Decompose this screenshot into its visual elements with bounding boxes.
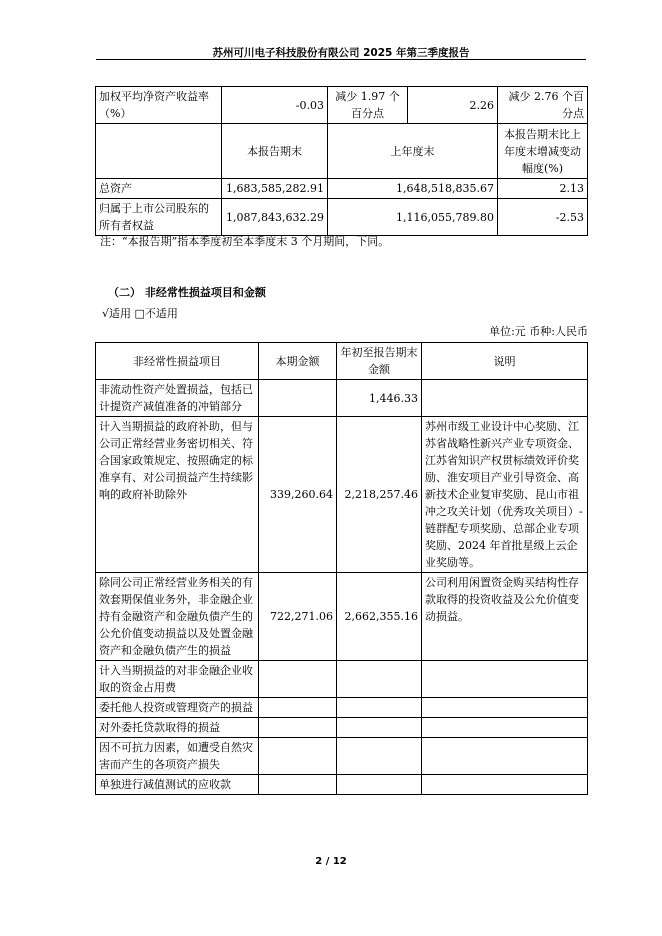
desc-cell xyxy=(422,775,588,795)
table-row xyxy=(96,417,588,573)
current-cell xyxy=(259,738,337,775)
header-change-pct: 本报告期末比上年度末增减变动幅度(%) xyxy=(498,124,588,179)
table-row xyxy=(96,775,588,795)
table-row xyxy=(96,718,588,738)
total-assets-current: 1,683,585,282.91 xyxy=(222,179,328,199)
page-number: 2 / 12 xyxy=(315,856,347,867)
header-item: 非经常性损益项目 xyxy=(96,343,259,380)
applicable-checkbox-line: √适用 □不适用 xyxy=(102,307,178,320)
current-cell xyxy=(259,698,337,718)
roe-current-change: 减少 1.97 个百分点 xyxy=(328,87,408,124)
header-current-period-end: 本报告期末 xyxy=(222,124,328,179)
table-row xyxy=(96,380,588,417)
current-cell xyxy=(259,661,337,698)
roe-current: -0.03 xyxy=(222,87,328,124)
header-description: 说明 xyxy=(422,343,588,380)
desc-cell: 苏州市级工业设计中心奖励、江苏省战略性新兴产业专项资金、江苏省知识产权贯标绩效评价奖励、淮安项目产业引导资金、高新技术企业复审奖励、昆山市祖冲之攻关计划（优秀攻关项目）-链群配专项奖励、总部企业专项奖励、2024 年首批星级上云企业奖励等。 xyxy=(422,417,588,573)
roe-ytd-change: 减少 2.76 个百分点 xyxy=(498,87,588,124)
roe-ytd: 2.26 xyxy=(408,87,498,124)
ytd-cell xyxy=(337,775,422,795)
desc-cell xyxy=(422,738,588,775)
equity-label: 归属于上市公司股东的所有者权益 xyxy=(96,199,222,236)
item-cell: 单独进行减值测试的应收款 xyxy=(96,775,259,795)
ytd-cell: 1,446.33 xyxy=(337,380,422,417)
item-cell: 因不可抗力因素，如遭受自然灾害而产生的各项资产损失 xyxy=(96,738,259,775)
total-assets-change: 2.13 xyxy=(498,179,588,199)
desc-cell xyxy=(422,698,588,718)
ytd-cell xyxy=(337,718,422,738)
roe-label: 加权平均净资产收益率（%） xyxy=(96,87,222,124)
non-recurring-items-table xyxy=(95,342,588,795)
table-row xyxy=(96,87,588,124)
table-header-row xyxy=(96,124,588,179)
header-blank xyxy=(96,124,222,179)
total-assets-prior: 1,648,518,835.67 xyxy=(328,179,498,199)
page-header-title: 苏州可川电子科技股份有限公司 2025 年第三季度报告 xyxy=(212,47,470,59)
item-cell: 计入当期损益的对非金融企业收取的资金占用费 xyxy=(96,661,259,698)
ytd-cell xyxy=(337,738,422,775)
item-cell: 计入当期损益的政府补助，但与公司正常经营业务密切相关、符合国家政策规定、按照确定的标准享有、对公司损益产生持续影响的政府补助除外 xyxy=(96,417,259,573)
key-financial-table xyxy=(95,86,588,236)
header-ytd-amount: 年初至报告期末金额 xyxy=(337,343,422,380)
table-note: 注：“本报告期”指本季度初至本季度末 3 个月期间，下同。 xyxy=(100,235,390,248)
header-divider xyxy=(96,59,586,60)
current-cell xyxy=(259,775,337,795)
item-cell: 非流动性资产处置损益，包括已计提资产减值准备的冲销部分 xyxy=(96,380,259,417)
equity-current: 1,087,843,632.29 xyxy=(222,199,328,236)
ytd-cell xyxy=(337,698,422,718)
section-title: （二） 非经常性损益项目和金额 xyxy=(108,286,266,299)
item-cell: 除同公司正常经营业务相关的有效套期保值业务外，非金融企业持有金融资产和金融负债产生的公允价值变动损益以及处置金融资产和金融负债产生的损益 xyxy=(96,573,259,661)
desc-cell xyxy=(422,718,588,738)
total-assets-label: 总资产 xyxy=(96,179,222,199)
equity-change: -2.53 xyxy=(498,199,588,236)
table-row xyxy=(96,698,588,718)
table-row xyxy=(96,179,588,199)
ytd-cell xyxy=(337,661,422,698)
unit-currency-label: 单位:元 币种:人民币 xyxy=(489,325,588,338)
table-row xyxy=(96,661,588,698)
current-cell: 722,271.06 xyxy=(259,573,337,661)
table-row xyxy=(96,199,588,236)
current-cell xyxy=(259,380,337,417)
current-cell xyxy=(259,718,337,738)
header-prior-year-end: 上年度末 xyxy=(328,124,498,179)
item-cell: 委托他人投资或管理资产的损益 xyxy=(96,698,259,718)
desc-cell: 公司利用闲置资金购买结构性存款取得的投资收益及公允价值变动损益。 xyxy=(422,573,588,661)
table-row xyxy=(96,573,588,661)
ytd-cell: 2,218,257.46 xyxy=(337,417,422,573)
table-header-row xyxy=(96,343,588,380)
table-row xyxy=(96,738,588,775)
header-current-amount: 本期金额 xyxy=(259,343,337,380)
ytd-cell: 2,662,355.16 xyxy=(337,573,422,661)
desc-cell xyxy=(422,380,588,417)
equity-prior: 1,116,055,789.80 xyxy=(328,199,498,236)
item-cell: 对外委托贷款取得的损益 xyxy=(96,718,259,738)
desc-cell xyxy=(422,661,588,698)
current-cell: 339,260.64 xyxy=(259,417,337,573)
